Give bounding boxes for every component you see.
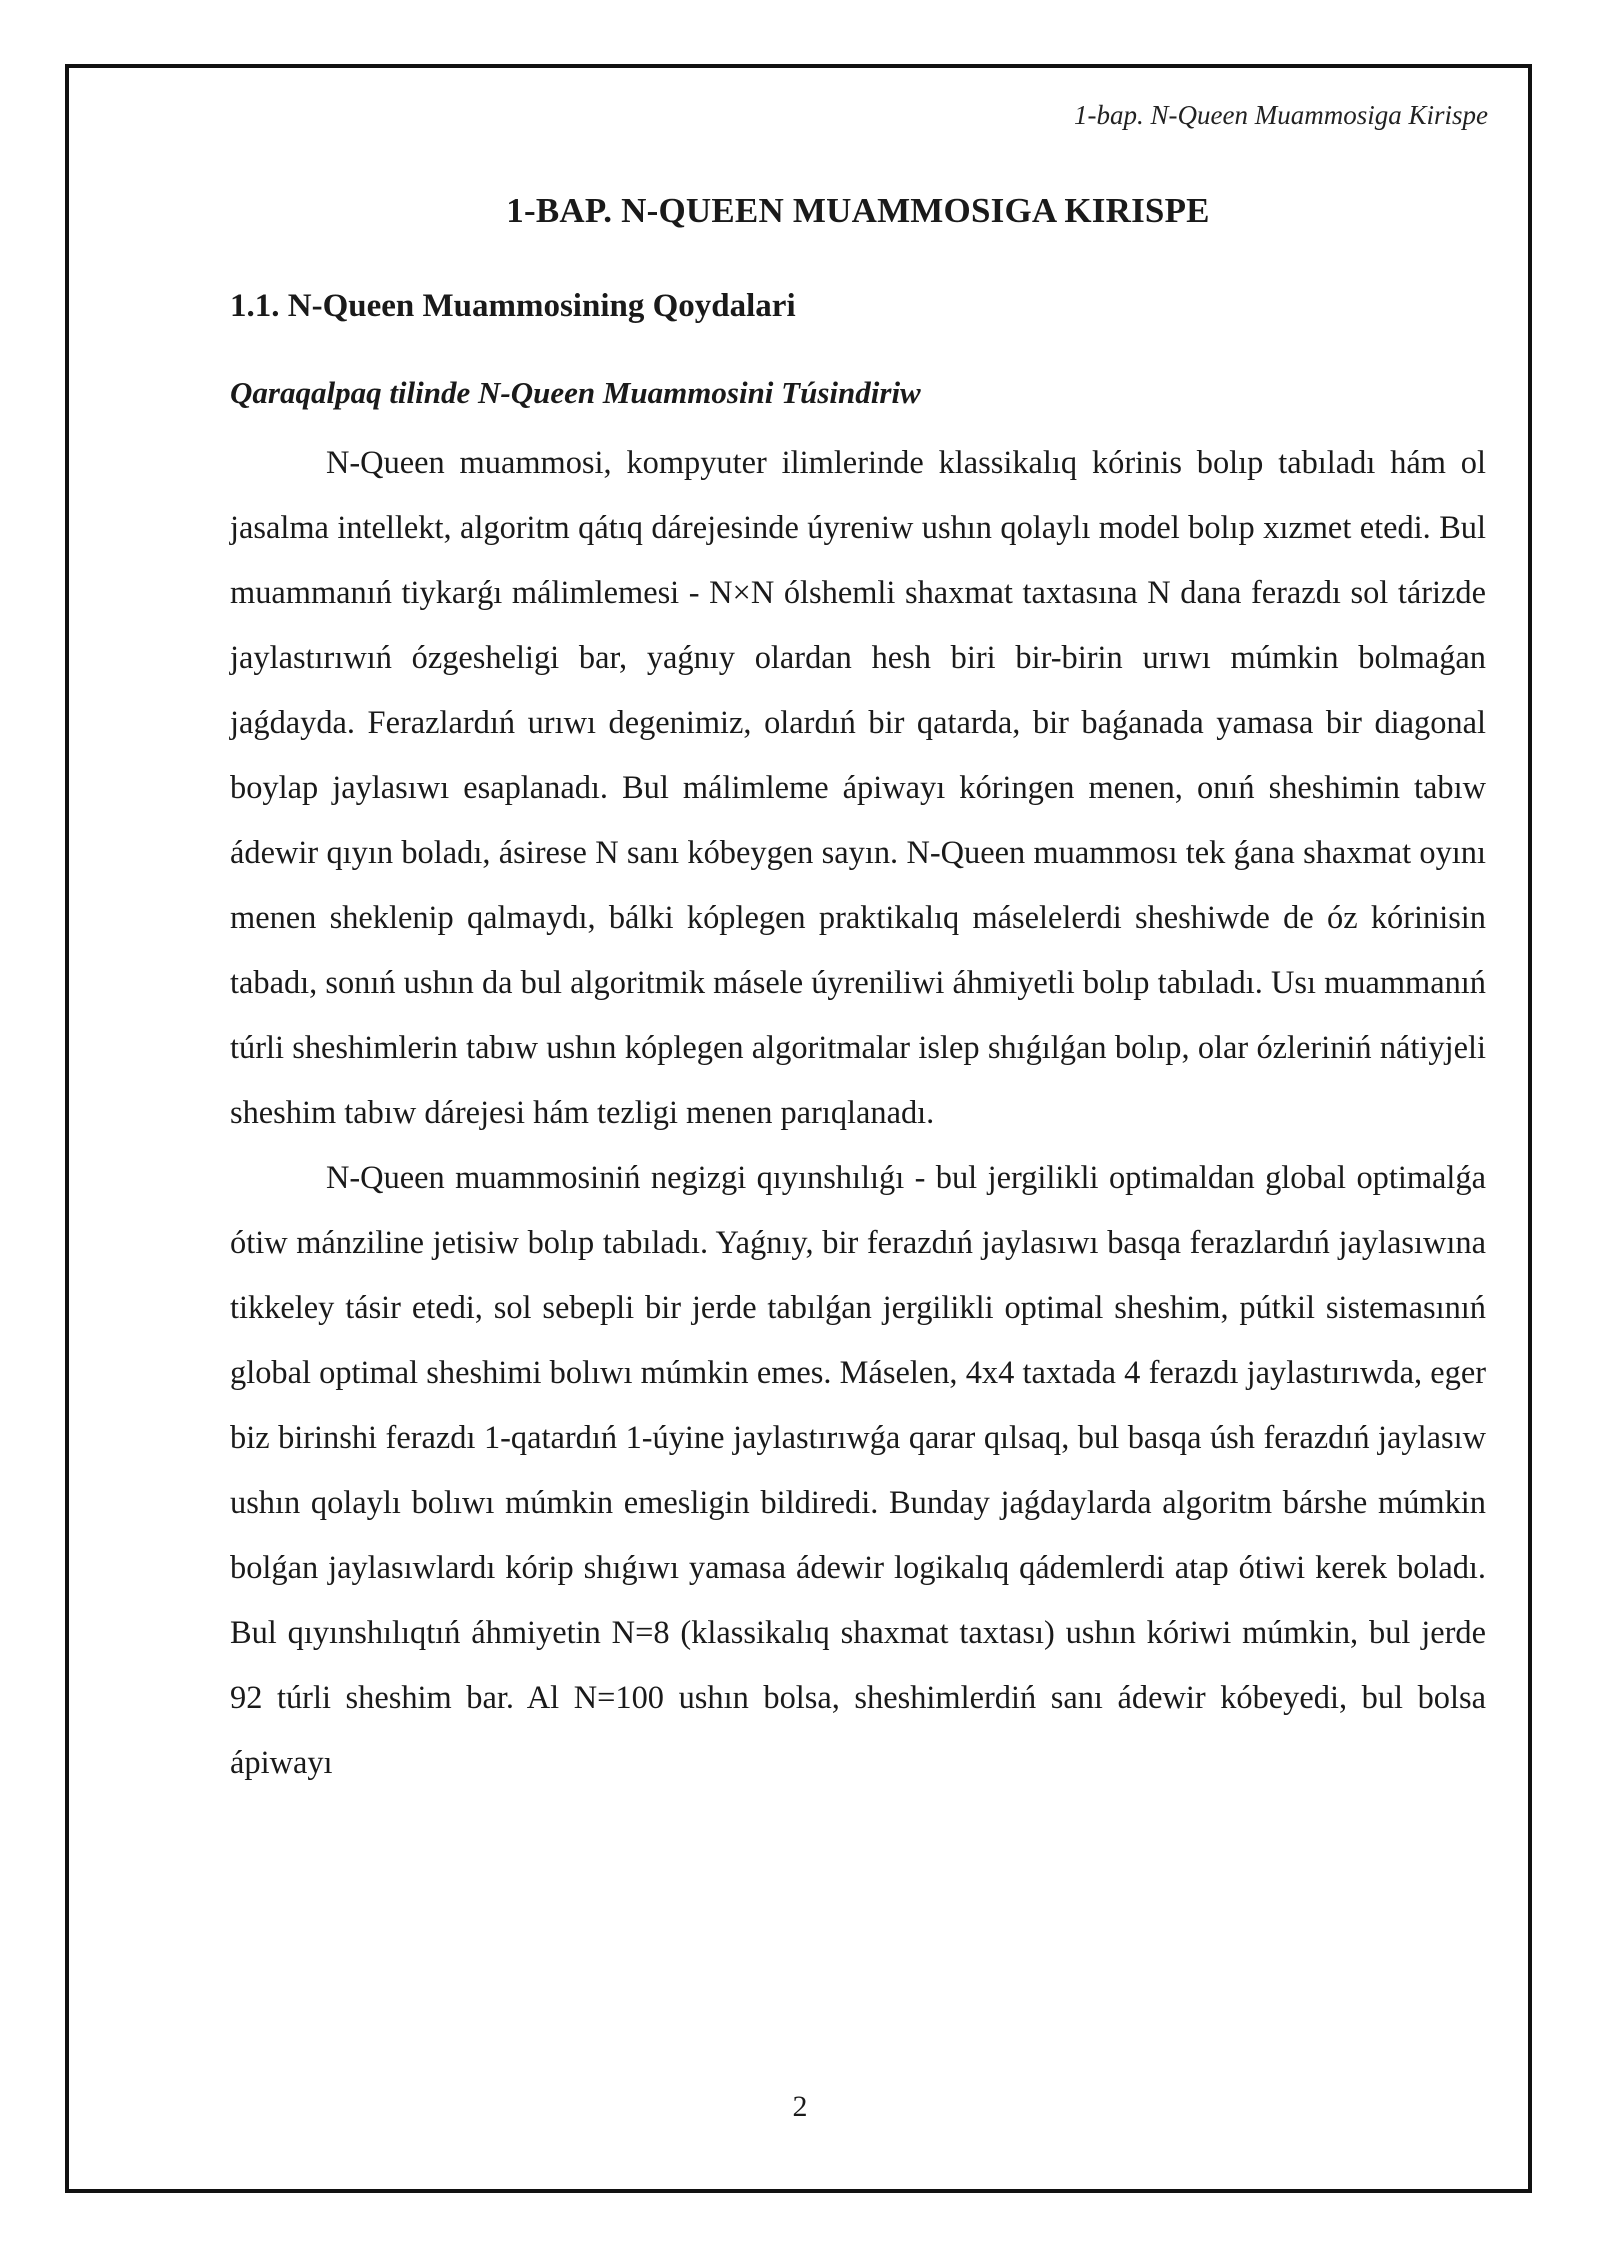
chapter-title: 1-BAP. N-QUEEN MUAMMOSIGA KIRISPE	[506, 191, 1210, 230]
page-number: 2	[792, 2090, 808, 2123]
body-paragraph: N-Queen muammosi, kompyuter ilimlerinde klassikalıq kórinis bolıp tabıladı hám ol jasalma intellekt, algoritm qátıq dárejesinde úyreniw ushın qolaylı model bolıp xızmet etedi. Bul muammanıń tiykarǵı málimlemesi - N×N ólshemli shaxmat taxtasına N dana ferazdı sol tárizde jaylastırıwıń ózgesheligi bar, yaǵnıy olardan hesh biri bir-birin urıwı múmkin bolmaǵan jaǵdayda. Ferazlardıń urıwı degenimiz, olardıń bir qatarda, bir baǵanada yamasa bir diagonal boylap jaylasıwı esaplanadı. Bul málimleme ápiwayı kóringen menen, onıń sheshimin tabıw ádewir qıyın boladı, ásirese N sanı kóbeygen sayın. N-Queen muammosı tek ǵana shaxmat oyını menen sheklenip qalmaydı, bálki kóplegen praktikalıq máselelerdi sheshiwde de óz kórinisin tabadı, sonıń ushın da bul algoritmik másele úyreniliwi áhmiyetli bolıp tabıladı. Usı muammanıń túrli sheshimlerin tabıw ushın kóplegen algoritmalar islep shıǵılǵan bolıp, olar ózleriniń nátiyjeli sheshim tabıw dárejesi hám tezligi menen parıqlanadı.	[230, 445, 1486, 1131]
page-content	[230, 185, 1486, 1796]
section-title: 1.1. N-Queen Muammosining Qoydalari	[230, 288, 796, 324]
body-paragraph: N-Queen muammosiniń negizgi qıyınshılıǵı - bul jergilikli optimaldan global optimalǵa ótiw mánziline jetisiw bolıp tabıladı. Yaǵnıy, bir ferazdıń jaylasıwı basqa ferazlardıń jaylasıwına tikkeley tásir etedi, sol sebepli bir jerde tabılǵan jergilikli optimal sheshim, pútkil sistemasınıń global optimal sheshimi bolıwı múmkin emes. Máselen, 4x4 taxtada 4 ferazdı jaylastırıwda, eger biz birinshi ferazdı 1-qatardıń 1-úyine jaylastırıwǵa qarar qılsaq, bul basqa úsh ferazdıń jaylasıw ushın qolaylı bolıwı múmkin emesligin bildiredi. Bunday jaǵdaylarda algoritm bárshe múmkin bolǵan jaylasıwlardı kórip shıǵıwı yamasa ádewir logikalıq qádemlerdi atap ótiwi kerek boladı. Bul qıyınshılıqtıń áhmiyetin N=8 (klassikalıq shaxmat taxtası) ushın kóriwi múmkin, bul jerde 92 túrli sheshim bar. Al N=100 ushın bolsa, sheshimlerdiń sanı ádewir kóbeyedi, bul bolsa ápiwayı	[230, 1160, 1486, 1781]
running-header: 1-bap. N-Queen Muammosiga Kirispe	[1074, 100, 1488, 130]
subsection-title: Qaraqalpaq tilinde N-Queen Muammosini Túsindiriw	[230, 375, 921, 410]
